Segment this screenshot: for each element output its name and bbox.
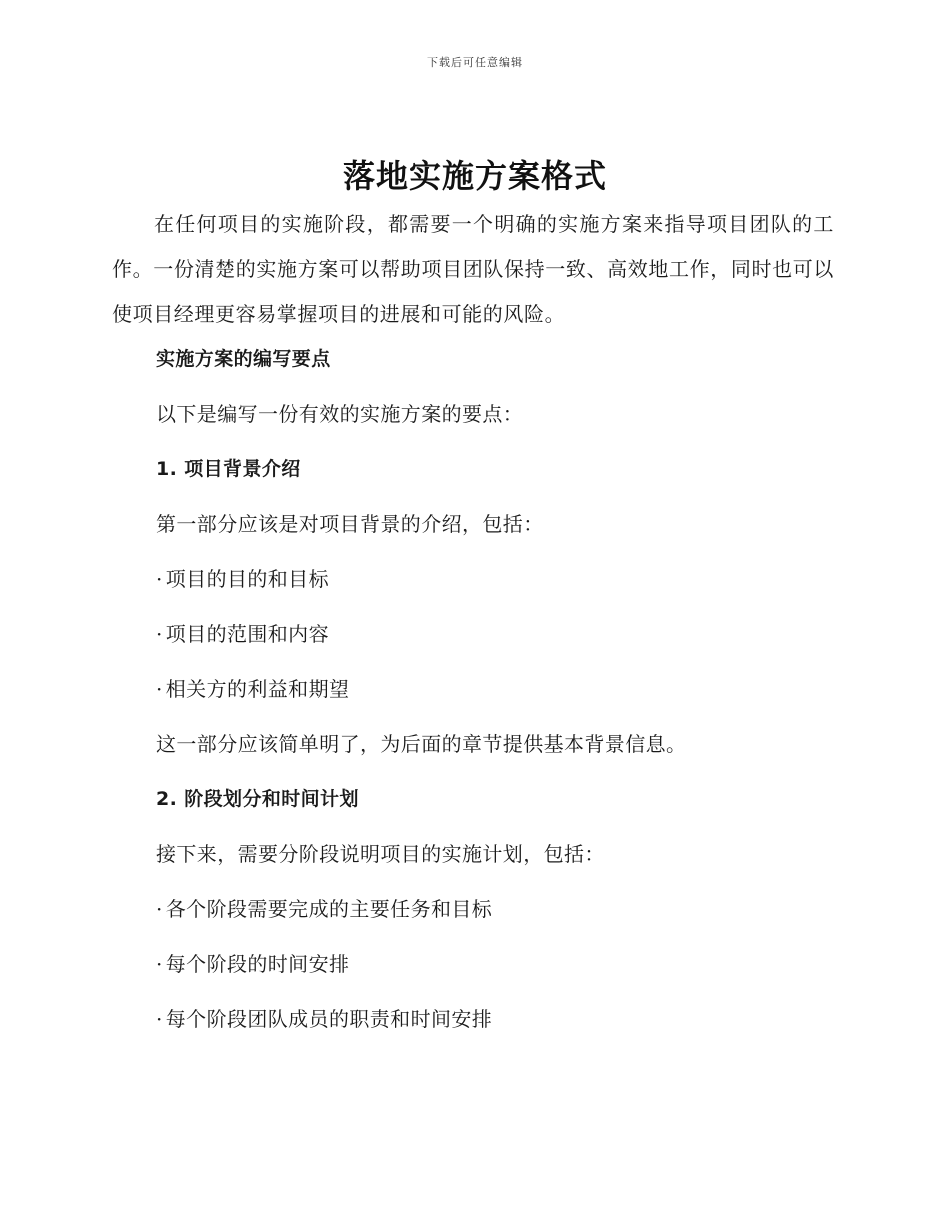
section-heading: 实施方案的编写要点 bbox=[156, 348, 331, 370]
list-item-text: 每个阶段团队成员的职责和时间安排 bbox=[165, 1007, 493, 1031]
list-item-text: 项目的范围和内容 bbox=[165, 622, 329, 646]
bullet-icon: · bbox=[156, 567, 163, 591]
header-note: 下载后可任意编辑 bbox=[427, 56, 523, 69]
bullet-icon: · bbox=[156, 622, 163, 646]
list-item-text: 各个阶段需要完成的主要任务和目标 bbox=[165, 897, 493, 921]
list-item bbox=[156, 1004, 492, 1034]
section-lead: 以下是编写一份有效的实施方案的要点： bbox=[156, 402, 524, 426]
intro-paragraph: 在任何项目的实施阶段，都需要一个明确的实施方案来指导项目团队的工作。一份清楚的实施方案可以帮助项目团队保持一致、高效地工作，同时也可以使项目经理更容易掌握项目的进展和可能的风险。 bbox=[112, 212, 834, 326]
bullet-icon: · bbox=[156, 677, 163, 701]
bullet-icon: · bbox=[156, 952, 163, 976]
list-item-text: 相关方的利益和期望 bbox=[165, 677, 350, 701]
list-item bbox=[156, 894, 492, 924]
list-item bbox=[156, 674, 349, 704]
list-item-text: 项目的目的和目标 bbox=[165, 567, 329, 591]
part2-heading: 2. 阶段划分和时间计划 bbox=[156, 788, 359, 810]
part1-closing: 这一部分应该简单明了，为后面的章节提供基本背景信息。 bbox=[156, 732, 687, 756]
bullet-icon: · bbox=[156, 1007, 163, 1031]
part2-lead: 接下来，需要分阶段说明项目的实施计划，包括： bbox=[156, 842, 605, 866]
part1-heading: 1. 项目背景介绍 bbox=[156, 458, 301, 480]
document-title: 落地实施方案格式 bbox=[342, 157, 607, 195]
list-item bbox=[156, 564, 329, 594]
list-item bbox=[156, 619, 329, 649]
list-item-text: 每个阶段的时间安排 bbox=[165, 952, 350, 976]
part1-lead: 第一部分应该是对项目背景的介绍，包括： bbox=[156, 512, 544, 536]
list-item bbox=[156, 949, 349, 979]
bullet-icon: · bbox=[156, 897, 163, 921]
